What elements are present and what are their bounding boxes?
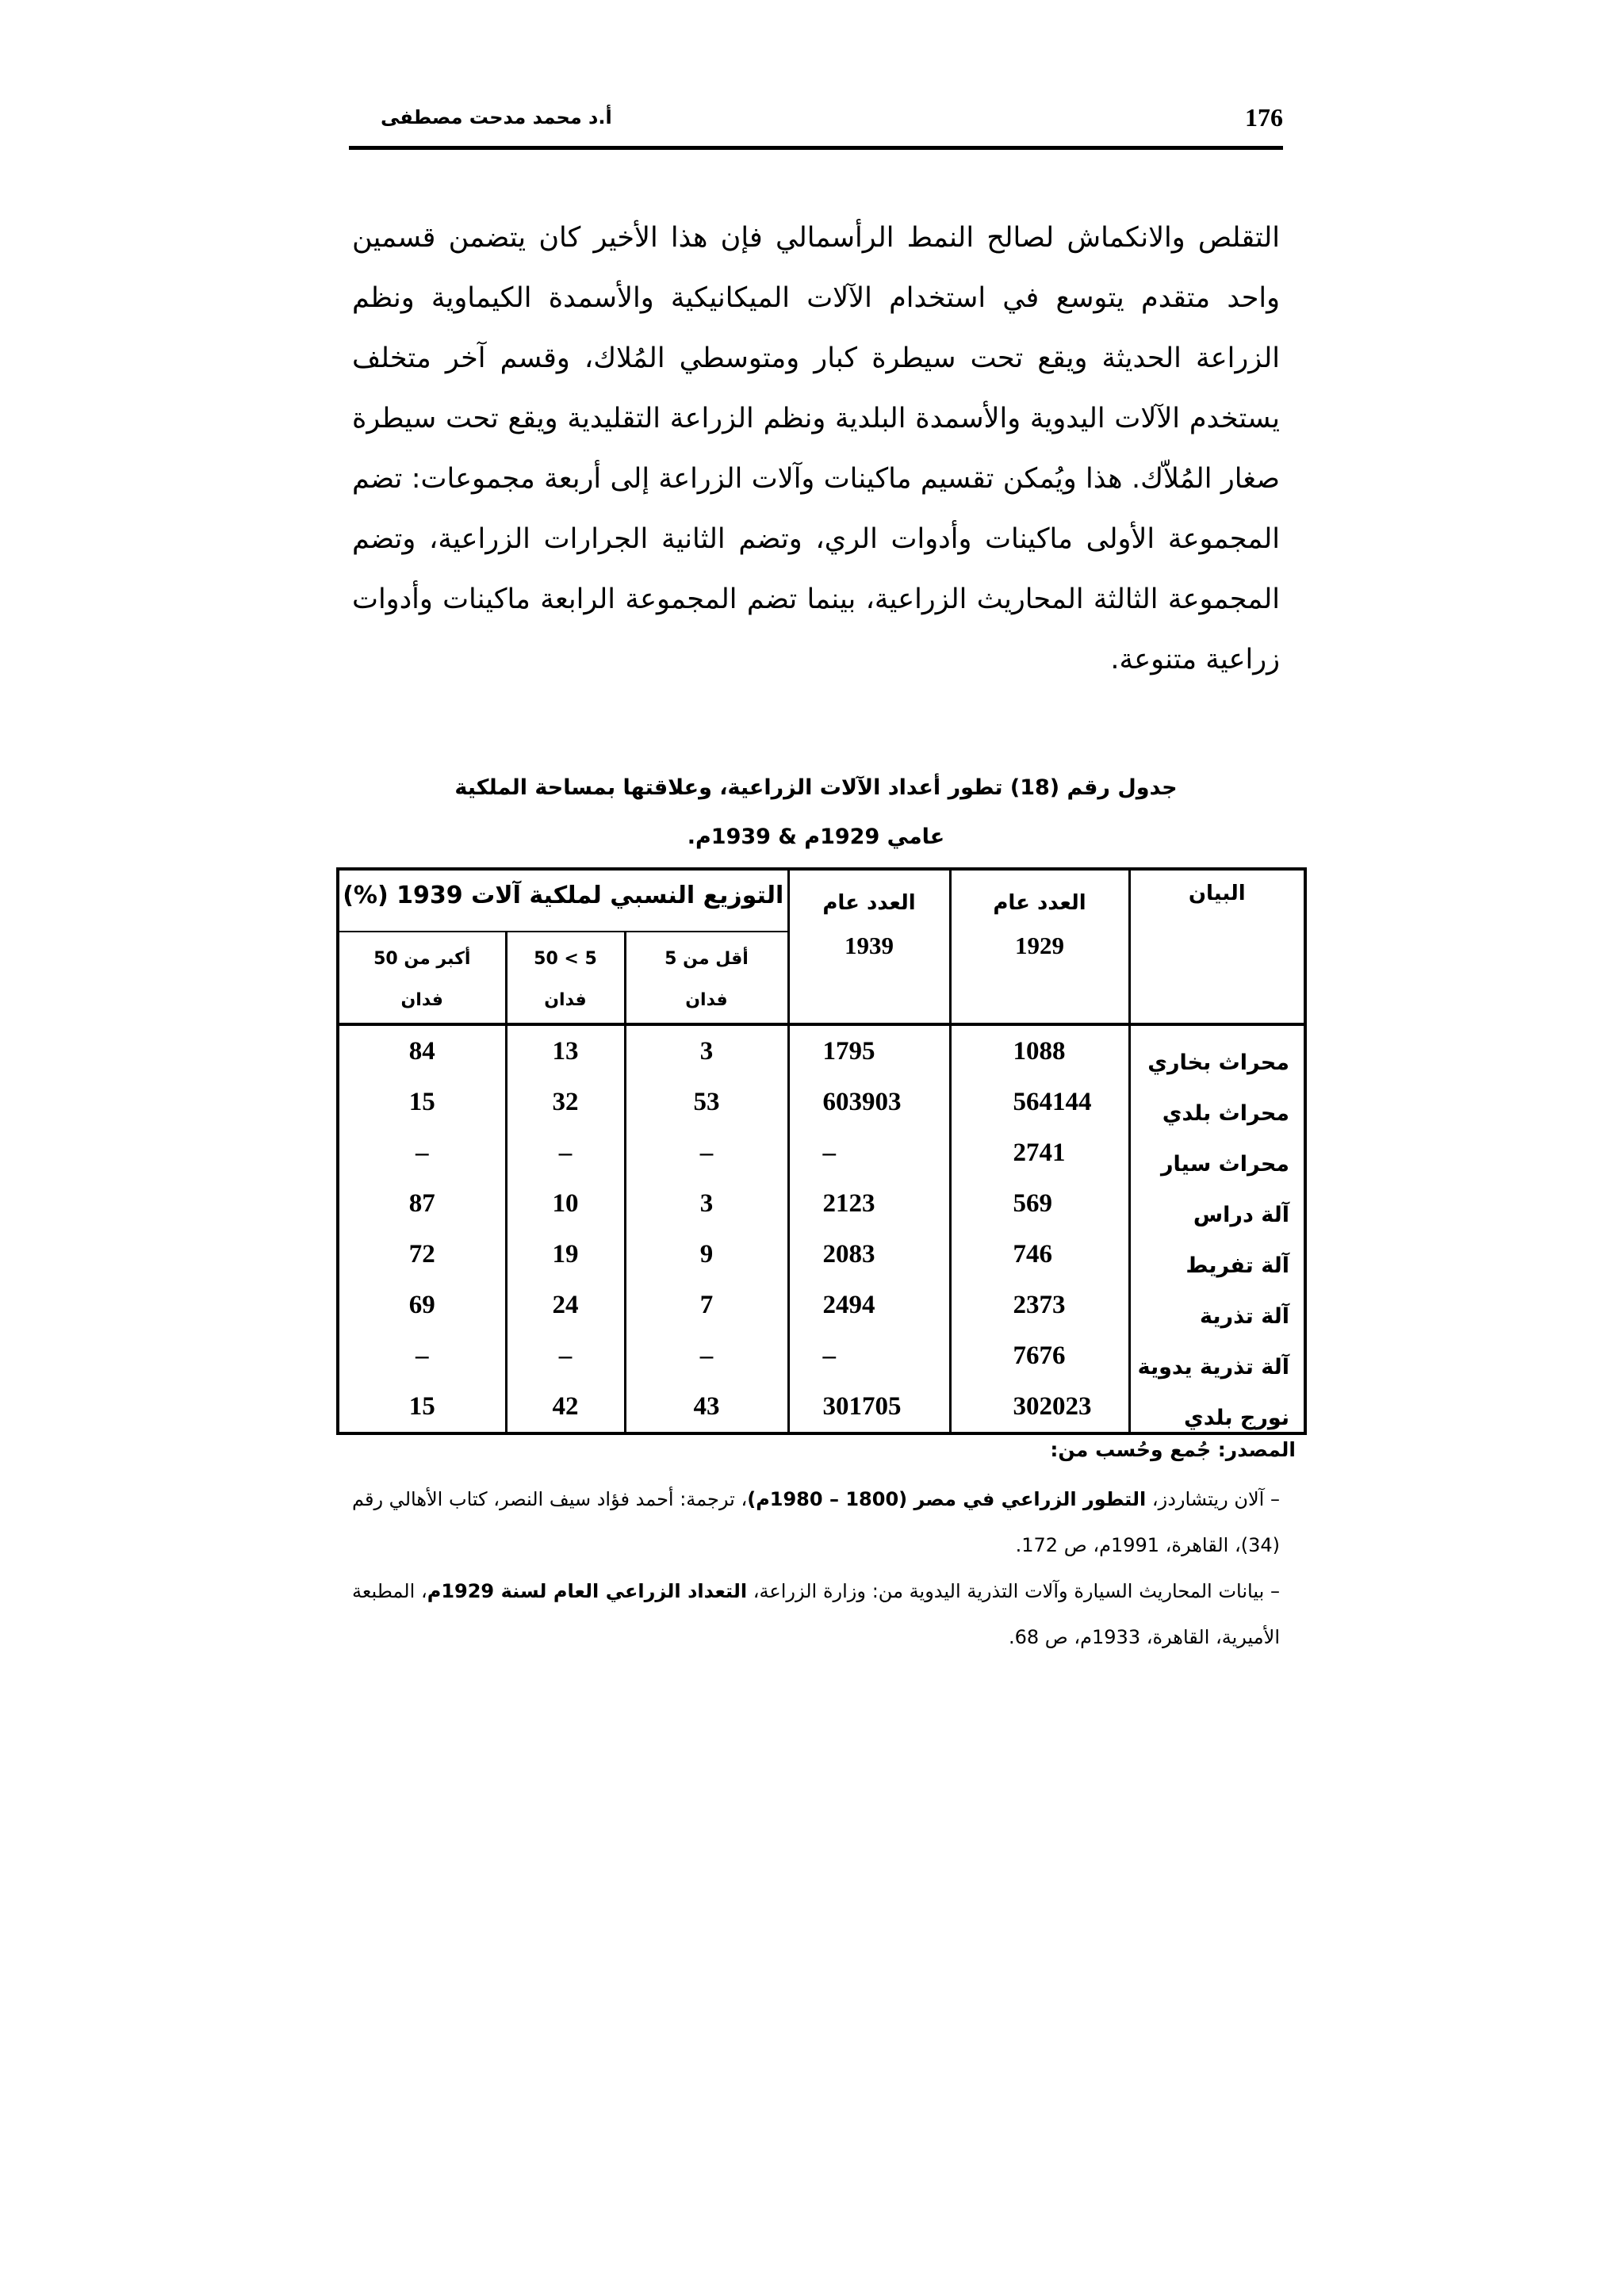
cell-mid: 32 — [506, 1077, 625, 1127]
cell-lt5: 43 — [625, 1381, 788, 1433]
table-row — [338, 1381, 1305, 1433]
footnote-2 — [352, 1568, 1280, 1660]
table-caption: جدول رقم (18) تطور أعداد الآلات الزراعية، وعلاقتها بمساحة الملكية — [454, 775, 1178, 800]
cell-gt50: 84 — [338, 1024, 506, 1077]
cell-1939: – — [788, 1330, 950, 1381]
cell-1929: 2373 — [950, 1280, 1129, 1330]
cell-1929: 302023 — [950, 1381, 1129, 1433]
footnote-1-suffix: ، ترجمة: أحمد فؤاد سيف النصر، كتاب الأهالي رقم (34)، القاهرة، 1991م، ص 172. — [352, 1488, 1280, 1556]
cell-lt5: 53 — [625, 1077, 788, 1127]
machinery-table — [336, 867, 1307, 1435]
page-number: 176 — [1245, 103, 1283, 132]
cell-1939: 2494 — [788, 1280, 950, 1330]
cell-1939: 603903 — [788, 1077, 950, 1127]
table-row — [338, 1127, 1305, 1178]
cell-1929: 7676 — [950, 1330, 1129, 1381]
row-item: آلة تذرية يدوية — [1129, 1330, 1305, 1381]
cell-mid: 24 — [506, 1280, 625, 1330]
cell-mid: 13 — [506, 1024, 625, 1077]
row-item: آلة دراس — [1129, 1178, 1305, 1229]
cell-gt50: – — [338, 1330, 506, 1381]
header-mid-line2: فدان — [544, 990, 587, 1010]
header-count-1929 — [950, 869, 1129, 1024]
cell-mid: 42 — [506, 1381, 625, 1433]
footnote-2-suffix: ، المطبعة الأميرية، القاهرة، 1933م، ص 68. — [352, 1580, 1280, 1648]
table-caption-years: عامي 1929م & 1939م. — [687, 825, 945, 849]
page-header — [349, 103, 1283, 143]
cell-1939: – — [788, 1127, 950, 1178]
row-item: نورج بلدي — [1129, 1381, 1305, 1433]
row-item: آلة تذرية — [1129, 1280, 1305, 1330]
header-distribution-group: التوزيع النسبي لملكية آلات 1939 (%) — [338, 869, 788, 932]
cell-gt50: 15 — [338, 1381, 506, 1433]
footnote-1 — [352, 1476, 1280, 1568]
header-gt50-line2: فدان — [400, 990, 443, 1010]
cell-lt5: – — [625, 1127, 788, 1178]
source-label: المصدر: جُمع وحُسب من: — [1050, 1438, 1296, 1461]
header-gt50 — [338, 932, 506, 1024]
header-mid-line1: 5 > 50 — [534, 949, 597, 969]
footnote-1-prefix: – آلان ريتشاردز، — [1146, 1488, 1280, 1510]
header-count-1939 — [788, 869, 950, 1024]
header-lt5 — [625, 932, 788, 1024]
cell-gt50: 69 — [338, 1280, 506, 1330]
header-lt5-line2: فدان — [685, 990, 728, 1010]
cell-1939: 2123 — [788, 1178, 950, 1229]
header-count-1939-label: العدد عام — [822, 891, 916, 915]
cell-1929: 564144 — [950, 1077, 1129, 1127]
cell-gt50: 87 — [338, 1178, 506, 1229]
table-row — [338, 1024, 1305, 1077]
cell-lt5: – — [625, 1330, 788, 1381]
table-row — [338, 1178, 1305, 1229]
table-row — [338, 1077, 1305, 1127]
row-item: آلة تفريط — [1129, 1229, 1305, 1280]
header-rule — [349, 146, 1283, 150]
cell-mid: – — [506, 1330, 625, 1381]
cell-1929: 569 — [950, 1178, 1129, 1229]
cell-1939: 2083 — [788, 1229, 950, 1280]
header-mid — [506, 932, 625, 1024]
footnote-1-title: التطور الزراعي في مصر (1800 – 1980م) — [747, 1488, 1147, 1510]
footnote-2-prefix: – بيانات المحاريث السيارة وآلات التذرية اليدوية من: وزارة الزراعة، — [747, 1580, 1281, 1602]
table-row — [338, 1280, 1305, 1330]
body-paragraph: التقلص والانكماش لصالح النمط الرأسمالي فإن هذا الأخير كان يتضمن قسمين واحد متقدم يتوسع في استخدام الآلات الميكانيكية والأسمدة الكيماوية ونظم الزراعة الحديثة ويقع تحت سيطرة كبار ومتوسطي المُلاك، وقسم آخر متخلف يستخدم الآلات اليدوية والأسمدة البلدية ونظم الزراعة التقليدية ويقع تحت سيطرة صغار المُلاّك. هذا ويُمكن تقسيم ماكينات وآلات الزراعة إلى أربعة مجموعات: تضم المجموعة الأولى ماكينات وأدوات الري، وتضم الثانية الجرارات الزراعية، وتضم المجموعة الثالثة المحاريث الزراعية، بينما تضم المجموعة الرابعة ماكينات وأدوات زراعية متنوعة. — [352, 222, 1280, 675]
cell-1939: 1795 — [788, 1024, 950, 1077]
header-count-1929-label: العدد عام — [993, 891, 1086, 915]
author-name: أ.د محمد مدحت مصطفى — [381, 106, 612, 128]
cell-lt5: 3 — [625, 1024, 788, 1077]
row-item: محراث بلدي — [1129, 1077, 1305, 1127]
cell-gt50: 72 — [338, 1229, 506, 1280]
header-gt50-line1: أكبر من 50 — [373, 949, 471, 969]
header-count-1929-year: 1929 — [1015, 932, 1064, 959]
cell-mid: – — [506, 1127, 625, 1178]
cell-1929: 746 — [950, 1229, 1129, 1280]
cell-mid: 19 — [506, 1229, 625, 1280]
cell-gt50: – — [338, 1127, 506, 1178]
cell-lt5: 9 — [625, 1229, 788, 1280]
header-count-1939-year: 1939 — [845, 932, 894, 959]
table-row — [338, 1330, 1305, 1381]
cell-gt50: 15 — [338, 1077, 506, 1127]
cell-1939: 301705 — [788, 1381, 950, 1433]
cell-mid: 10 — [506, 1178, 625, 1229]
footnote-2-title: التعداد الزراعي العام لسنة 1929م — [427, 1580, 748, 1602]
table-row — [338, 1229, 1305, 1280]
row-item: محراث بخاري — [1129, 1024, 1305, 1077]
row-item: محراث سيار — [1129, 1127, 1305, 1178]
header-lt5-line1: أقل من 5 — [665, 949, 749, 969]
cell-lt5: 3 — [625, 1178, 788, 1229]
cell-lt5: 7 — [625, 1280, 788, 1330]
header-item: البيان — [1129, 869, 1305, 1024]
cell-1929: 1088 — [950, 1024, 1129, 1077]
cell-1929: 2741 — [950, 1127, 1129, 1178]
